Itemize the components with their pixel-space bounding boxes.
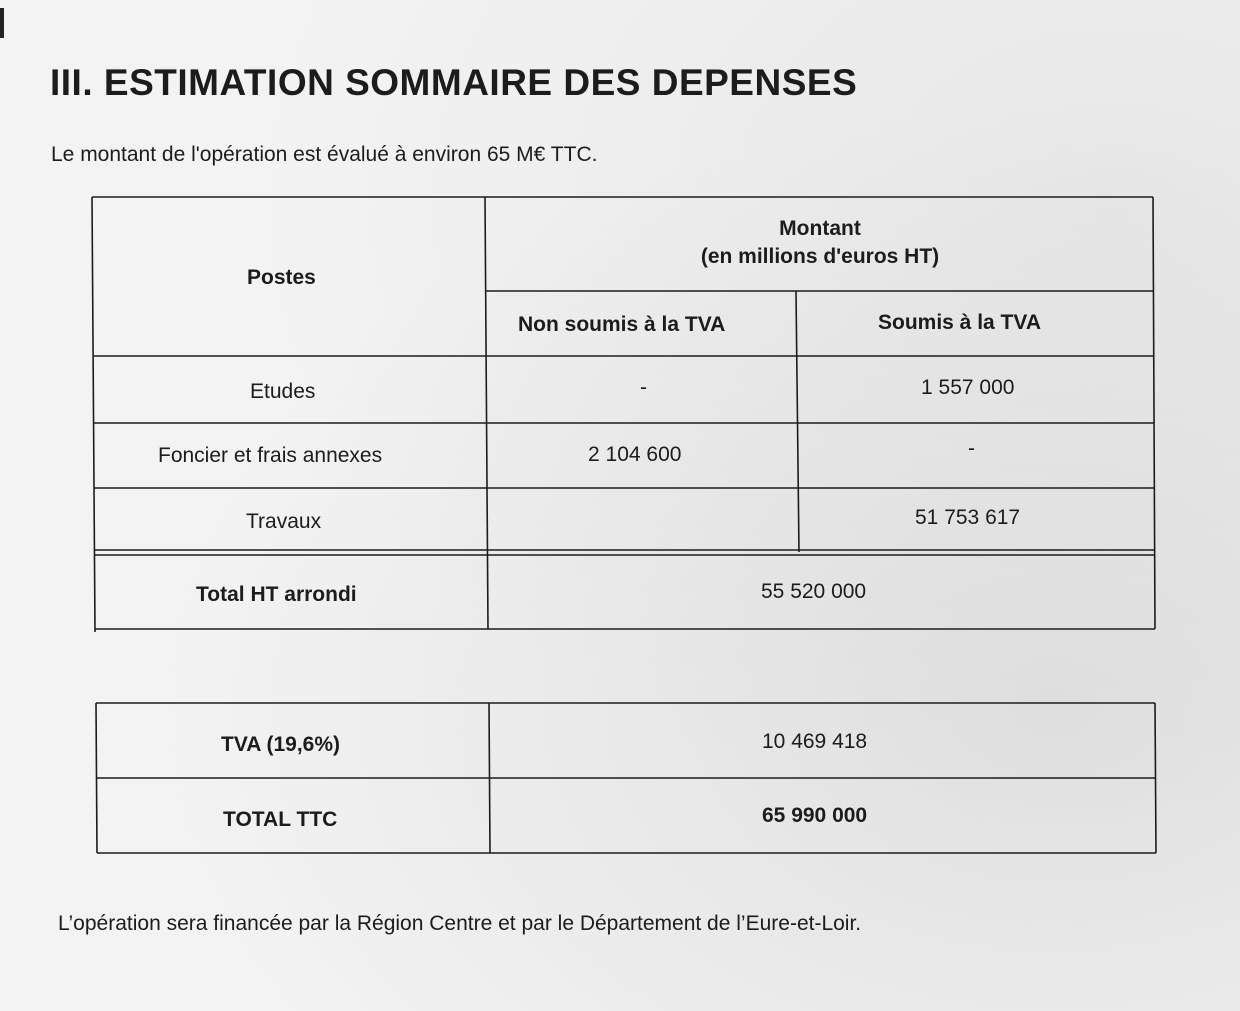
- intro-paragraph: Le montant de l'opération est évalué à environ 65 M€ TTC.: [51, 143, 598, 166]
- total-ht-label: Total HT arrondi: [196, 583, 357, 606]
- total-ht-value: 55 520 000: [761, 580, 867, 603]
- financing-paragraph: L’opération sera financée par la Région Centre et par le Département de l’Eure-et-Loir.: [58, 912, 862, 935]
- tva-label: TVA (19,6%): [221, 733, 341, 756]
- row-travaux-soumis: 51 753 617: [915, 506, 1021, 529]
- section-heading: III. ESTIMATION SOMMAIRE DES DEPENSES: [50, 62, 858, 103]
- column-header-montant: Montant: [779, 217, 861, 240]
- total-ttc-value: 65 990 000: [762, 804, 868, 827]
- tva-value: 10 469 418: [762, 730, 868, 753]
- row-foncier-non-soumis: 2 104 600: [588, 443, 682, 466]
- column-header-soumis: Soumis à la TVA: [878, 311, 1041, 334]
- row-etudes-soumis: 1 557 000: [921, 376, 1015, 399]
- row-foncier-label: Foncier et frais annexes: [158, 444, 383, 467]
- column-header-montant-unit: (en millions d'euros HT): [700, 245, 940, 268]
- column-header-non-soumis: Non soumis à la TVA: [518, 313, 726, 336]
- column-header-postes: Postes: [247, 266, 316, 289]
- row-etudes-non-soumis: -: [640, 376, 647, 399]
- total-ttc-label: TOTAL TTC: [223, 808, 338, 831]
- row-foncier-soumis: -: [968, 437, 975, 460]
- row-travaux-label: Travaux: [246, 510, 322, 533]
- row-etudes-label: Etudes: [250, 380, 316, 403]
